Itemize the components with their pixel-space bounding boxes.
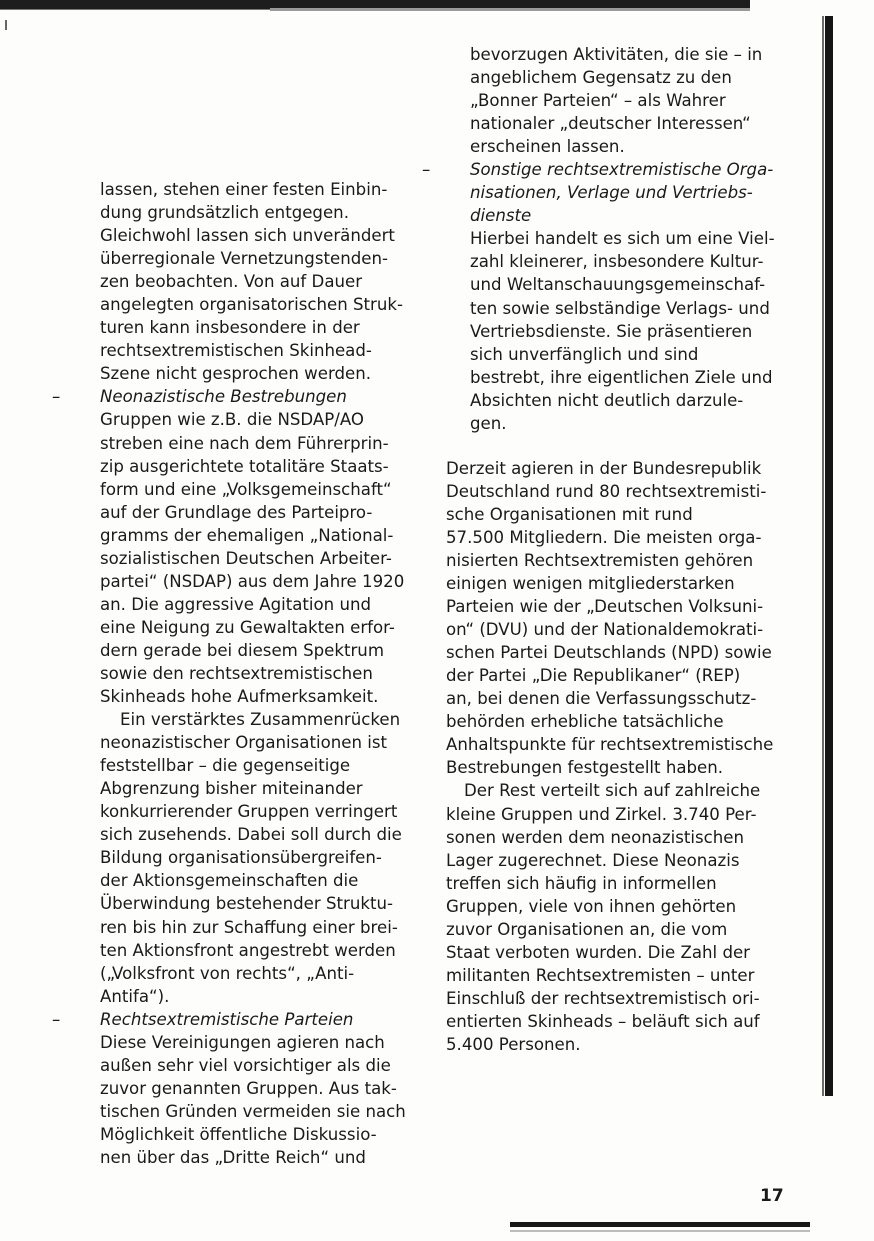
line-text: nisationen, Verlage und Vertriebs- <box>470 183 753 203</box>
line-text: sich zusehends. Dabei soll durch die <box>100 825 402 845</box>
text-line <box>446 664 775 687</box>
text-line <box>76 1031 406 1054</box>
line-text: Derzeit agieren in der Bundesrepublik <box>446 458 762 478</box>
line-text: zuvor Organisationen an, die vom <box>446 919 728 939</box>
line-text: Überwindung bestehender Struktu- <box>100 894 393 914</box>
line-text: tischen Gründen vermeiden sie nach <box>100 1101 406 1121</box>
line-text: lassen, stehen einer festen Einbin- <box>100 180 388 199</box>
text-line <box>76 478 406 501</box>
line-text: an. Die aggressive Agitation und <box>100 594 372 614</box>
bullet-dash: – <box>52 387 61 407</box>
line-text: eine Neigung zu Gewaltakten erfor- <box>100 617 395 637</box>
line-text: entierten Skinheads – beläuft sich auf <box>446 1011 760 1031</box>
text-line <box>76 662 406 685</box>
line-text: Szene nicht gesprochen werden. <box>100 364 372 384</box>
line-text: auf der Grundlage des Parteipro- <box>100 502 373 522</box>
line-text: an, bei denen die Verfassungsschutz- <box>446 689 757 709</box>
line-text: kleine Gruppen und Zirkel. 3.740 Per- <box>446 804 757 824</box>
line-text: der Aktionsgemeinschaften die <box>100 871 359 891</box>
line-text: Absichten nicht deutlich darzule- <box>470 390 744 410</box>
text-line <box>446 641 775 664</box>
text-line <box>446 1010 775 1033</box>
line-text: behörden erhebliche tatsächliche <box>446 712 724 732</box>
scan-right-edge-shadow <box>822 16 824 1096</box>
line-text: gramms der ehemaligen „National- <box>100 525 394 545</box>
line-text: nen über das „Dritte Reich“ und <box>100 1147 366 1167</box>
line-text: partei“ (NSDAP) aus dem Jahre 1920 <box>100 571 405 591</box>
text-line <box>446 343 775 366</box>
text-line <box>446 480 775 503</box>
line-text: 5.400 Personen. <box>446 1034 581 1054</box>
line-text: sowie den rechtsextremistischen <box>100 663 373 683</box>
line-text: form und eine „Volksgemeinschaft“ <box>100 479 392 499</box>
text-line <box>446 756 775 779</box>
line-text: Gruppen, viele von ihnen gehörten <box>446 896 737 916</box>
text-line <box>76 247 406 270</box>
line-text: und Weltanschauungsgemeinschaf- <box>470 275 766 295</box>
line-text: bevorzugen Aktivitäten, die sie – in <box>470 45 763 64</box>
section-heading <box>52 1008 406 1031</box>
text-line <box>76 547 406 570</box>
line-text: dung grundsätzlich entgegen. <box>100 203 349 223</box>
text-line <box>446 1033 775 1056</box>
line-text: gen. <box>470 413 507 433</box>
line-text: Einschluß der rechtsextremistisch ori- <box>446 988 760 1008</box>
text-line <box>76 1123 406 1146</box>
line-text: Antifa“). <box>100 986 170 1006</box>
line-text: Der Rest verteilt sich auf zahlreiche <box>464 781 761 801</box>
text-line <box>76 777 406 800</box>
line-text: ten Aktionsfront angestrebt werden <box>100 940 396 960</box>
text-line <box>76 316 406 339</box>
line-text: zen beobachten. Von auf Dauer <box>100 272 363 292</box>
text-line <box>446 66 775 89</box>
text-line <box>76 501 406 524</box>
text-line <box>76 869 406 892</box>
line-text: zip ausgerichtete totalitäre Staats- <box>100 456 389 476</box>
line-text: Ein verstärktes Zusammenrücken <box>120 710 401 730</box>
line-text: Bestrebungen festgestellt haben. <box>446 758 724 778</box>
line-text: bestrebt, ihre eigentlichen Ziele und <box>470 367 773 387</box>
text-line <box>76 408 406 431</box>
text-line <box>446 412 775 435</box>
text-line <box>76 570 406 593</box>
line-text: Staat verboten wurden. Die Zahl der <box>446 942 751 962</box>
line-text: Rechtsextremistische Parteien <box>100 1009 354 1029</box>
scan-right-edge <box>825 16 833 1096</box>
line-text: Bildung organisationsübergreifen- <box>100 848 382 868</box>
text-line <box>446 366 775 389</box>
text-line <box>446 941 775 964</box>
line-text: turen kann insbesondere in der <box>100 318 360 338</box>
text-line <box>446 250 775 273</box>
line-text: sozialistischen Deutschen Arbeiter- <box>100 548 392 568</box>
text-line <box>76 616 406 639</box>
text-line <box>76 823 406 846</box>
text-line <box>76 201 406 224</box>
line-text: der Partei „Die Republikaner“ (REP) <box>446 666 741 686</box>
text-line <box>76 892 406 915</box>
text-line <box>76 270 406 293</box>
text-line <box>76 524 406 547</box>
text-line <box>76 708 406 731</box>
line-text: sche Organisationen mit rund <box>446 504 693 524</box>
line-text: on“ (DVU) und der Nationaldemokrati- <box>446 620 764 640</box>
text-line <box>446 733 775 756</box>
line-text: nisierten Rechtsextremisten gehören <box>446 550 754 570</box>
text-line <box>446 687 775 710</box>
line-text: Möglichkeit öffentliche Diskussio- <box>100 1124 377 1144</box>
line-text: zahl kleinerer, insbesondere Kultur- <box>470 252 764 272</box>
line-text: Diese Vereinigungen agieren nach <box>100 1032 385 1052</box>
text-line <box>446 273 775 296</box>
text-line <box>76 432 406 455</box>
text-line <box>446 803 775 826</box>
line-text: Lager zugerechnet. Diese Neonazis <box>446 850 740 870</box>
text-line <box>446 112 775 135</box>
text-line <box>76 178 406 201</box>
scan-top-border-fade <box>270 8 750 11</box>
page-number: 17 <box>760 1186 784 1206</box>
line-text: ren bis hin zur Schaffung einer brei- <box>100 917 398 937</box>
bullet-dash: – <box>422 160 431 180</box>
text-line <box>446 135 775 158</box>
text-line <box>446 389 775 412</box>
line-text: rechtsextremistischen Skinhead- <box>100 341 372 361</box>
line-text: dern gerade bei diesem Spektrum <box>100 640 384 660</box>
text-line <box>76 1100 406 1123</box>
bullet-dash: – <box>52 1009 61 1029</box>
text-line <box>76 731 406 754</box>
section-heading <box>422 158 775 181</box>
text-line <box>446 849 775 872</box>
text-line <box>446 710 775 733</box>
text-line <box>76 985 406 1008</box>
line-text: Gleichwohl lassen sich unverändert <box>100 226 395 246</box>
text-line <box>446 918 775 941</box>
footer-rule-shadow <box>510 1230 810 1232</box>
line-text: streben eine nach dem Führerprin- <box>100 433 389 453</box>
text-line <box>76 1077 406 1100</box>
text-line <box>446 595 775 618</box>
line-text: überregionale Vernetzungstenden- <box>100 249 388 269</box>
text-line <box>446 297 775 320</box>
line-text: Neonazistische Bestrebungen <box>100 387 347 407</box>
text-line <box>446 43 775 66</box>
line-text: zuvor genannten Gruppen. Aus tak- <box>100 1078 397 1098</box>
text-line <box>76 224 406 247</box>
text-line <box>76 800 406 823</box>
text-line <box>76 846 406 869</box>
text-line <box>446 964 775 987</box>
text-line <box>446 987 775 1010</box>
text-line <box>446 89 775 112</box>
left-text-column <box>52 178 406 1169</box>
line-text: Skinheads hohe Aufmerksamkeit. <box>100 687 379 707</box>
text-line <box>446 457 775 480</box>
line-text: neonazistischer Organisationen ist <box>100 733 388 753</box>
line-text: 57.500 Mitgliedern. Die meisten orga- <box>446 527 762 547</box>
text-line <box>76 754 406 777</box>
text-line <box>76 339 406 362</box>
line-text: ten sowie selbständige Verlags- und <box>470 298 770 318</box>
text-line <box>446 872 775 895</box>
line-text: angeblichem Gegensatz zu den <box>470 68 732 88</box>
line-text: einigen wenigen mitgliederstarken <box>446 574 735 594</box>
line-text: außen sehr viel vorsichtiger als die <box>100 1055 391 1075</box>
text-line <box>446 572 775 595</box>
text-line <box>446 227 775 250</box>
text-line <box>446 320 775 343</box>
line-text: Hierbei handelt es sich um eine Viel- <box>470 229 775 249</box>
text-line <box>446 826 775 849</box>
line-text: „Bonner Parteien“ – als Wahrer <box>470 91 726 111</box>
text-line <box>76 293 406 316</box>
text-line <box>446 549 775 572</box>
line-text: nationaler „deutscher Interessen“ <box>470 114 751 134</box>
line-text: treffen sich häufig in informellen <box>446 873 717 893</box>
line-text: sonen werden dem neonazistischen <box>446 827 744 847</box>
line-text: erscheinen lassen. <box>470 137 625 157</box>
text-line <box>76 939 406 962</box>
text-line <box>446 618 775 641</box>
line-text: Anhaltspunkte für rechtsextremistische <box>446 735 774 755</box>
text-line <box>76 685 406 708</box>
text-line <box>446 895 775 918</box>
line-text: konkurrierender Gruppen verringert <box>100 802 398 822</box>
text-line <box>76 639 406 662</box>
text-line <box>76 916 406 939</box>
section-heading <box>446 204 775 227</box>
text-line <box>446 779 775 802</box>
line-text: sich unverfänglich und sind <box>470 344 699 364</box>
right-text-column <box>422 43 775 1056</box>
footer-rule <box>510 1222 810 1227</box>
line-text: Vertriebsdienste. Sie präsentieren <box>470 321 753 341</box>
line-text: Gruppen wie z.B. die NSDAP/AO <box>100 410 364 430</box>
text-line <box>76 362 406 385</box>
line-text: Parteien wie der „Deutschen Volksuni- <box>446 597 764 617</box>
text-line <box>76 455 406 478</box>
section-heading <box>52 385 406 408</box>
line-text: Abgrenzung bisher miteinander <box>100 779 363 799</box>
paragraph-gap <box>446 435 775 457</box>
text-line <box>76 962 406 985</box>
text-line <box>446 526 775 549</box>
section-heading <box>446 181 775 204</box>
line-text: feststellbar – die gegenseitige <box>100 756 351 776</box>
text-line <box>76 1146 406 1169</box>
scan-speck <box>5 20 7 30</box>
line-text: dienste <box>470 206 532 226</box>
text-line <box>76 593 406 616</box>
text-line <box>76 1054 406 1077</box>
line-text: („Volksfront von rechts“, „Anti- <box>100 963 355 983</box>
text-line <box>446 503 775 526</box>
line-text: angelegten organisatorischen Struk- <box>100 295 403 315</box>
line-text: Sonstige rechtsextremistische Orga- <box>470 160 774 180</box>
line-text: militanten Rechtsextremisten – unter <box>446 965 755 985</box>
line-text: schen Partei Deutschlands (NPD) sowie <box>446 643 772 663</box>
line-text: Deutschland rund 80 rechtsextremisti- <box>446 481 767 501</box>
